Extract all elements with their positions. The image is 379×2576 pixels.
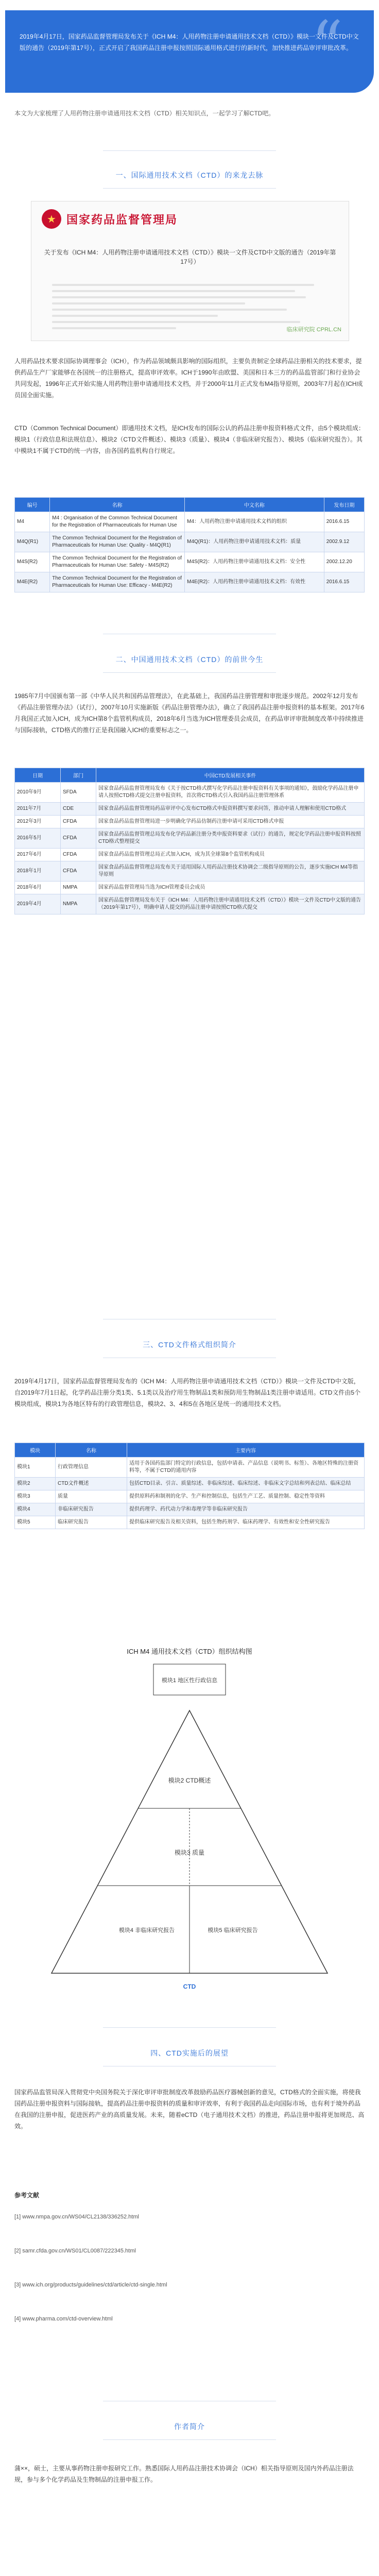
table-row xyxy=(15,828,365,849)
table-cell: 提供原料药和制剂的化学、生产和控制信息，包括生产工艺、质量控制、稳定性等资料 xyxy=(127,1490,365,1503)
table-cell: 质量 xyxy=(56,1490,127,1503)
module1-label: 模块1 地区性行政信息 xyxy=(161,1677,218,1684)
ref-item[interactable]: [3] www.ich.org/products/guidelines/ctd/article/ctd-single.html xyxy=(14,2282,167,2288)
refs-list xyxy=(14,2210,365,2326)
intro-note: 本文为大家梳理了人用药物注册申请通用技术文档（CTD）相关知识点，一起学习了解CTD吧。 xyxy=(14,110,275,117)
module-table xyxy=(14,1443,365,1529)
section-title-3: 三、CTD文件格式组织简介 xyxy=(143,1341,236,1349)
table-cell: M4 xyxy=(15,512,50,532)
table-header: 名称 xyxy=(50,498,185,512)
ctd-label: CTD xyxy=(183,1983,196,1990)
table-cell: 行政管理信息 xyxy=(56,1458,127,1478)
table-header: 编号 xyxy=(15,498,50,512)
intro-card xyxy=(0,0,379,103)
cn-ctd-table xyxy=(14,768,365,914)
table-cell: M4S(R2) xyxy=(15,552,50,572)
table-cell: The Common Technical Document for the Registration of Pharmaceuticals for Human Use: Efficacy - M4E(R2) xyxy=(50,572,185,592)
table-cell: 模块2 xyxy=(15,1478,56,1490)
table-row xyxy=(15,1503,365,1516)
table-row xyxy=(15,532,365,552)
table-cell: 2018年1月 xyxy=(15,861,61,882)
table-cell: 包括CTD目录、引言、质量综述、非临床综述、临床综述、非临床文字总结和列表总结、临床总结 xyxy=(127,1478,365,1490)
quote-icon: “ xyxy=(311,8,343,80)
module2-label: 模块2 CTD概述 xyxy=(168,1777,211,1784)
table-cell: NMPA xyxy=(61,894,96,914)
s1-paragraph-1: 人用药品技术要求国际协调理事会（ICH），作为药品领域颇具影响的国际组织，主要负责制定全球药品注册相关的技术要求，提供药品生产厂家能够在各国统一的注册格式，提高审评效率。ICH于1990年由欧盟、美国和日本三方的药品监管部门和行业协会共同发起，1996年正式开始实施人用药物注册申请通用技术文档，并于2000年11月正式发布M4指导原则，2003年7月起在ICH成员国全面实施。 xyxy=(14,358,363,399)
nmpa-logo xyxy=(42,209,178,229)
table-cell: M4E(R2)：人用药物注册申请通用技术文档：有效性 xyxy=(185,572,324,592)
watermark: 临床研究院 CPRL.CN xyxy=(286,327,341,333)
s2-paragraph-1: 1985年7月中国颁布第一部《中华人民共和国药品管理法》，在此基础上，我国药品注册管理和审批逐步规范。2002年12月发布《药品注册管理办法》（试行），2007年10月实施新版《药品注册管理办法》，确立了我国药品注册申报资料的基本框架。2017年6月我国正式加入ICH，成为ICH第8个监管机构成员，2018年6月当选为ICH管理委员会成员，在药品审评审批制度改革中持续推进与国际接轨，CTD格式的推行正是我国融入ICH的重要标志之一。 xyxy=(14,692,365,734)
table-cell: 2011年7月 xyxy=(15,803,61,816)
table-cell: 国家药品监督管理局当选为ICH管理委员会成员 xyxy=(96,882,365,894)
table-cell: M4：人用药物注册申请通用技术文档的组织 xyxy=(185,512,324,532)
table-row xyxy=(15,512,365,532)
ctd-pyramid xyxy=(21,1643,358,1999)
section-title-1: 一、国际通用技术文档（CTD）的来龙去脉 xyxy=(115,171,264,179)
table-cell: SFDA xyxy=(61,783,96,803)
s1-paragraph-2: CTD（Common Technical Document）即通用技术文档，是ICH发布的国际公认的药品注册申报资料格式文件，由5个模块组成：模块1（行政信息和法规信息）、模块2（CTD文件概述）、模块3（质量）、模块4（非临床研究报告）、模块5（临床研究报告）。其中模块1不属于CTD的统一内容，由各国药监机构自行规定。 xyxy=(14,425,365,454)
table-cell: 适用于各国药监部门特定的行政信息，包括申请表、产品信息（说明书、标签）、各地区特殊的注册资料等，不属于CTD的通用内容 xyxy=(127,1458,365,1478)
module5-label: 模块5 临床研究报告 xyxy=(208,1927,258,1934)
notice-title: 关于发布《ICH M4：人用药物注册申请通用技术文档（CTD）》模块一文件及CTD中文版的通告（2019年第17号） xyxy=(44,249,336,265)
table-cell: 模块4 xyxy=(15,1503,56,1516)
table-cell: 2002.9.12 xyxy=(324,532,364,552)
table-cell: CFDA xyxy=(61,861,96,882)
section-divider xyxy=(103,188,276,189)
section-divider xyxy=(103,2439,276,2440)
table-cell: 2002.12.20 xyxy=(324,552,364,572)
table-cell: M4 : Organisation of the Common Technical Document for the Registration of Pharmaceuticals for Human Use xyxy=(50,512,185,532)
table-cell: 国家食品药品监督管理局进一步明确化学药品仿制药注册申请可采用CTD格式申报 xyxy=(96,816,365,828)
table-header: 主要内容 xyxy=(127,1443,365,1458)
table-header: 模块 xyxy=(15,1443,56,1458)
table-cell: 国家食品药品监督管理局药品审评中心发布CTD格式申报资料撰写要求问答，推动申请人理解和使用CTD格式 xyxy=(96,803,365,816)
table-cell: 国家食品药品监督管理总局发布关于适用国际人用药品注册技术协调会二级指导原则的公告，逐步实施ICH M4等指导原则 xyxy=(96,861,365,882)
refs-title: 参考文献 xyxy=(14,2192,40,2199)
pyramid-title: ICH M4 通用技术文档（CTD）组织结构图 xyxy=(127,1648,252,1655)
section-divider xyxy=(103,2027,276,2028)
table-header: 名称 xyxy=(56,1443,127,1458)
table-cell: 2012年3月 xyxy=(15,816,61,828)
module3-label: 模块3 质量 xyxy=(174,1849,205,1856)
section-title-4: 四、CTD实施后的展望 xyxy=(150,2049,229,2057)
table-cell: 国家食品药品监督管理总局发布化学药品新注册分类申报资料要求（试行）的通告，规定化学药品注册申报资料按照CTD格式整理提交 xyxy=(96,828,365,849)
table-cell: NMPA xyxy=(61,882,96,894)
author-title: 作者简介 xyxy=(174,2422,205,2431)
table-cell: 国家药品监督管理局发布关于《ICH M4：人用药物注册申请通用技术文档（CTD）》模块一文件及CTD中文版的通告（2019年第17号），明确申请人提交的药品注册申请按照CTD格式提交 xyxy=(96,894,365,914)
module4-label: 模块4 非临床研究报告 xyxy=(118,1927,175,1934)
table-row xyxy=(15,552,365,572)
table-row xyxy=(15,572,365,592)
section-divider xyxy=(103,150,276,151)
table-cell: 提供药理学、药代动力学和毒理学等非临床研究报告 xyxy=(127,1503,365,1516)
ref-item[interactable]: [4] www.pharma.com/ctd-overview.html xyxy=(14,2316,113,2322)
table-row xyxy=(15,882,365,894)
table-cell: 2016年5月 xyxy=(15,828,61,849)
table-cell: CDE xyxy=(61,803,96,816)
table-cell: M4S(R2)：人用药物注册申请通用技术文档：安全性 xyxy=(185,552,324,572)
table-cell: 2016.6.15 xyxy=(324,572,364,592)
s4-paragraph-1: 国家药品监管局深入贯彻党中央国务院关于深化审评审批制度改革鼓励药品医疗器械创新的意见，CTD格式的全面实施，将使我国药品注册申报资料与国际接轨，提高药品注册申报资料的质量和审评效率，有利于我国药品走向国际市场，也有利于境外药品在我国的注册申报，促进医药产业的高质量发展。未来，随着eCTD（电子通用技术文档）的推进，药品注册申报将更加规范、高效。 xyxy=(14,2089,365,2130)
intro-text: 2019年4月17日，国家药品监督管理局发布关于《ICH M4：人用药物注册申请通用技术文档（CTD）》模块一文件及CTD中文版的通告（2019年第17号），正式开启了我国药品注册申报按照国际通用格式进行的新时代，加快推进药品审评审批改革。 xyxy=(20,33,359,52)
table-row xyxy=(15,1490,365,1503)
table-cell: CFDA xyxy=(61,849,96,861)
author-text: 蒲××，硕士，主要从事药物注册申报研究工作。熟悉国际人用药品注册技术协调会（ICH）相关指导原则及国内外药品注册法规，参与多个化学药品及生物制品的注册申报工作。 xyxy=(14,2465,354,2483)
table-cell: CFDA xyxy=(61,828,96,849)
table-row xyxy=(15,803,365,816)
table-row xyxy=(15,861,365,882)
table-cell: 临床研究报告 xyxy=(56,1516,127,1529)
table-row xyxy=(15,1458,365,1478)
table-row xyxy=(15,1516,365,1529)
table-cell: M4Q(R1) xyxy=(15,532,50,552)
table-cell: The Common Technical Document for the Registration of Pharmaceuticals for Human Use: Safety - M4S(R2) xyxy=(50,552,185,572)
table-row xyxy=(15,816,365,828)
table-header: 发布日期 xyxy=(324,498,364,512)
table-cell: 提供临床研究报告及相关资料，包括生物药剂学、临床药理学、有效性和安全性研究报告 xyxy=(127,1516,365,1529)
table-cell: 非临床研究报告 xyxy=(56,1503,127,1516)
table-cell: 模块1 xyxy=(15,1458,56,1478)
notice-screenshot xyxy=(31,201,349,341)
table-header: 中文名称 xyxy=(185,498,324,512)
table-cell: CFDA xyxy=(61,816,96,828)
table-row xyxy=(15,1478,365,1490)
table-cell: 2018年6月 xyxy=(15,882,61,894)
table-row xyxy=(15,849,365,861)
table-cell: 2017年6月 xyxy=(15,849,61,861)
table-cell: 国家食品药品监督管理局发布《关于按CTD格式撰写化学药品注册申报资料有关事项的通知》，鼓励化学药品注册申请人按照CTD格式提交注册申报资料，首次将CTD格式引入我国药品注册管理体系 xyxy=(96,783,365,803)
table-cell: M4E(R2) xyxy=(15,572,50,592)
table-cell: 模块3 xyxy=(15,1490,56,1503)
section-divider xyxy=(103,672,276,673)
table-cell: 2010年9月 xyxy=(15,783,61,803)
table-header: 中国CTD发展相关事件 xyxy=(96,768,365,783)
section-title-2: 二、中国通用技术文档（CTD）的前世今生 xyxy=(115,655,264,664)
pyramid-svg xyxy=(21,1643,358,1999)
table-cell: 2019年4月 xyxy=(15,894,61,914)
table-cell: 2016.6.15 xyxy=(324,512,364,532)
ref-item[interactable]: [1] www.nmpa.gov.cn/WS04/CL2138/336252.html xyxy=(14,2214,139,2220)
logo-text: 国家药品监督管理局 xyxy=(66,213,178,226)
table-header: 日期 xyxy=(15,768,61,783)
table-cell: 模块5 xyxy=(15,1516,56,1529)
table-cell: M4Q(R1)：人用药物注册申请通用技术文档：质量 xyxy=(185,532,324,552)
emblem-icon: ★ xyxy=(42,209,61,229)
intro-banner xyxy=(5,10,374,93)
table-cell: The Common Technical Document for the Registration of Pharmaceuticals for Human Use: Quality - M4Q(R1) xyxy=(50,532,185,552)
table-row xyxy=(15,894,365,914)
table-header: 部门 xyxy=(61,768,96,783)
table-cell: 国家食品药品监督管理总局正式加入ICH，成为其全球第8个监管机构成员 xyxy=(96,849,365,861)
ref-item[interactable]: [2] samr.cfda.gov.cn/WS01/CL0087/222345.html xyxy=(14,2248,136,2254)
table-cell: CTD文件概述 xyxy=(56,1478,127,1490)
ich-m4-table xyxy=(14,497,365,592)
s3-paragraph-1: 2019年4月17日，国家药品监督管理局发布的《ICH M4：人用药物注册申请通用技术文档（CTD）》模块一文件及CTD中文版，自2019年7月1日起，化学药品注册分类1类、5.1类以及治疗用生物制品1类和预防用生物制品1类注册申请适用。CTD文件由5个模块组成，模块1为各地区特有的行政管理信息，模块2、3、4和5在各地区是统一的通用技术文档。 xyxy=(14,1378,361,1408)
table-row xyxy=(15,783,365,803)
